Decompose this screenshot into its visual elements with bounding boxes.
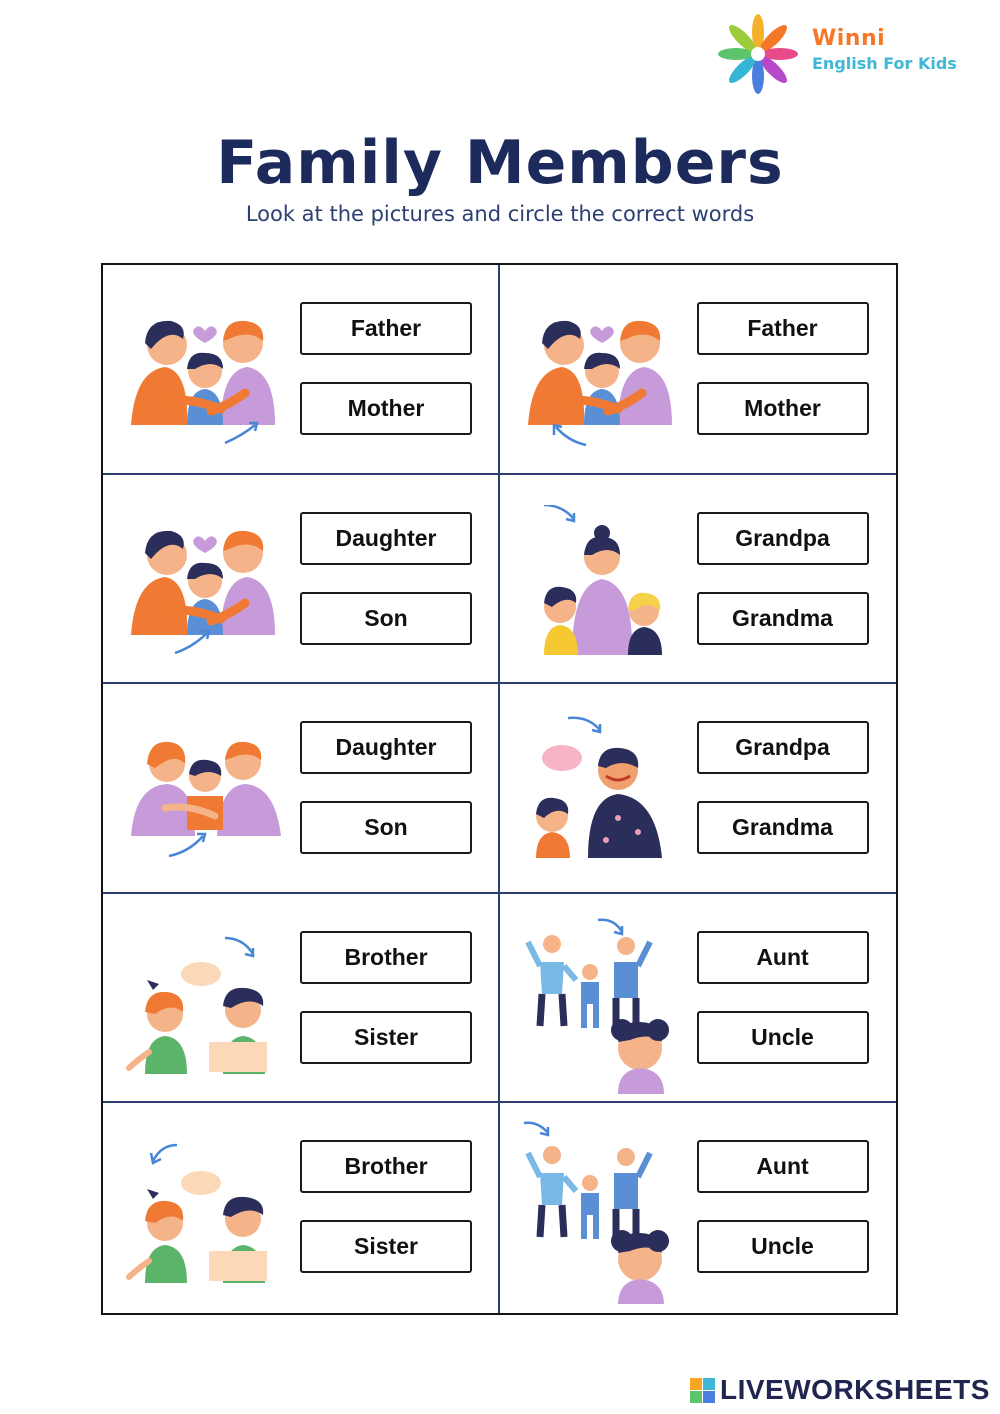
page-title: Family Members (216, 128, 784, 198)
exercise-grid (101, 263, 898, 1315)
parents-child-icon (125, 714, 285, 869)
option-sister[interactable]: Sister (300, 1220, 472, 1273)
option-aunt[interactable]: Aunt (697, 931, 869, 984)
exercise-item-4 (500, 475, 897, 685)
family-group-icon (522, 1119, 682, 1304)
exercise-item-1 (103, 265, 500, 475)
exercise-item-9 (103, 1103, 500, 1313)
option-son[interactable]: Son (300, 801, 472, 854)
family-group-icon (522, 912, 682, 1097)
exercise-item-7 (103, 894, 500, 1104)
exercise-item-8 (500, 894, 897, 1104)
grandmother-children-icon (522, 505, 682, 660)
option-aunt[interactable]: Aunt (697, 1140, 869, 1193)
family-hug-icon (125, 295, 285, 450)
option-grandma[interactable]: Grandma (697, 801, 869, 854)
grandfather-boy-icon (522, 714, 682, 869)
option-grandma[interactable]: Grandma (697, 592, 869, 645)
family-hug-icon (125, 505, 285, 660)
option-daughter[interactable]: Daughter (300, 721, 472, 774)
option-father[interactable]: Father (697, 302, 869, 355)
brand-name: Winni (812, 26, 886, 51)
siblings-talking-icon (125, 924, 285, 1079)
exercise-item-2 (500, 265, 897, 475)
exercise-item-6 (500, 684, 897, 894)
brand-tagline: English For Kids (812, 54, 957, 73)
siblings-talking-icon (125, 1133, 285, 1288)
option-grandpa[interactable]: Grandpa (697, 721, 869, 774)
page-subtitle: Look at the pictures and circle the correct words (245, 202, 755, 226)
winni-logo (712, 8, 992, 98)
option-son[interactable]: Son (300, 592, 472, 645)
option-mother[interactable]: Mother (697, 382, 869, 435)
exercise-item-3 (103, 475, 500, 685)
family-hug-icon (522, 295, 682, 450)
option-mother[interactable]: Mother (300, 382, 472, 435)
option-sister[interactable]: Sister (300, 1011, 472, 1064)
exercise-item-5 (103, 684, 500, 894)
option-uncle[interactable]: Uncle (697, 1011, 869, 1064)
liveworksheets-icon (690, 1378, 716, 1404)
option-uncle[interactable]: Uncle (697, 1220, 869, 1273)
option-father[interactable]: Father (300, 302, 472, 355)
liveworksheets-logo (690, 1372, 990, 1408)
exercise-item-10 (500, 1103, 897, 1313)
option-daughter[interactable]: Daughter (300, 512, 472, 565)
footer-brand: LIVEWORKSHEETS (720, 1374, 990, 1405)
option-grandpa[interactable]: Grandpa (697, 512, 869, 565)
flower-logo-icon (712, 8, 807, 98)
option-brother[interactable]: Brother (300, 931, 472, 984)
option-brother[interactable]: Brother (300, 1140, 472, 1193)
